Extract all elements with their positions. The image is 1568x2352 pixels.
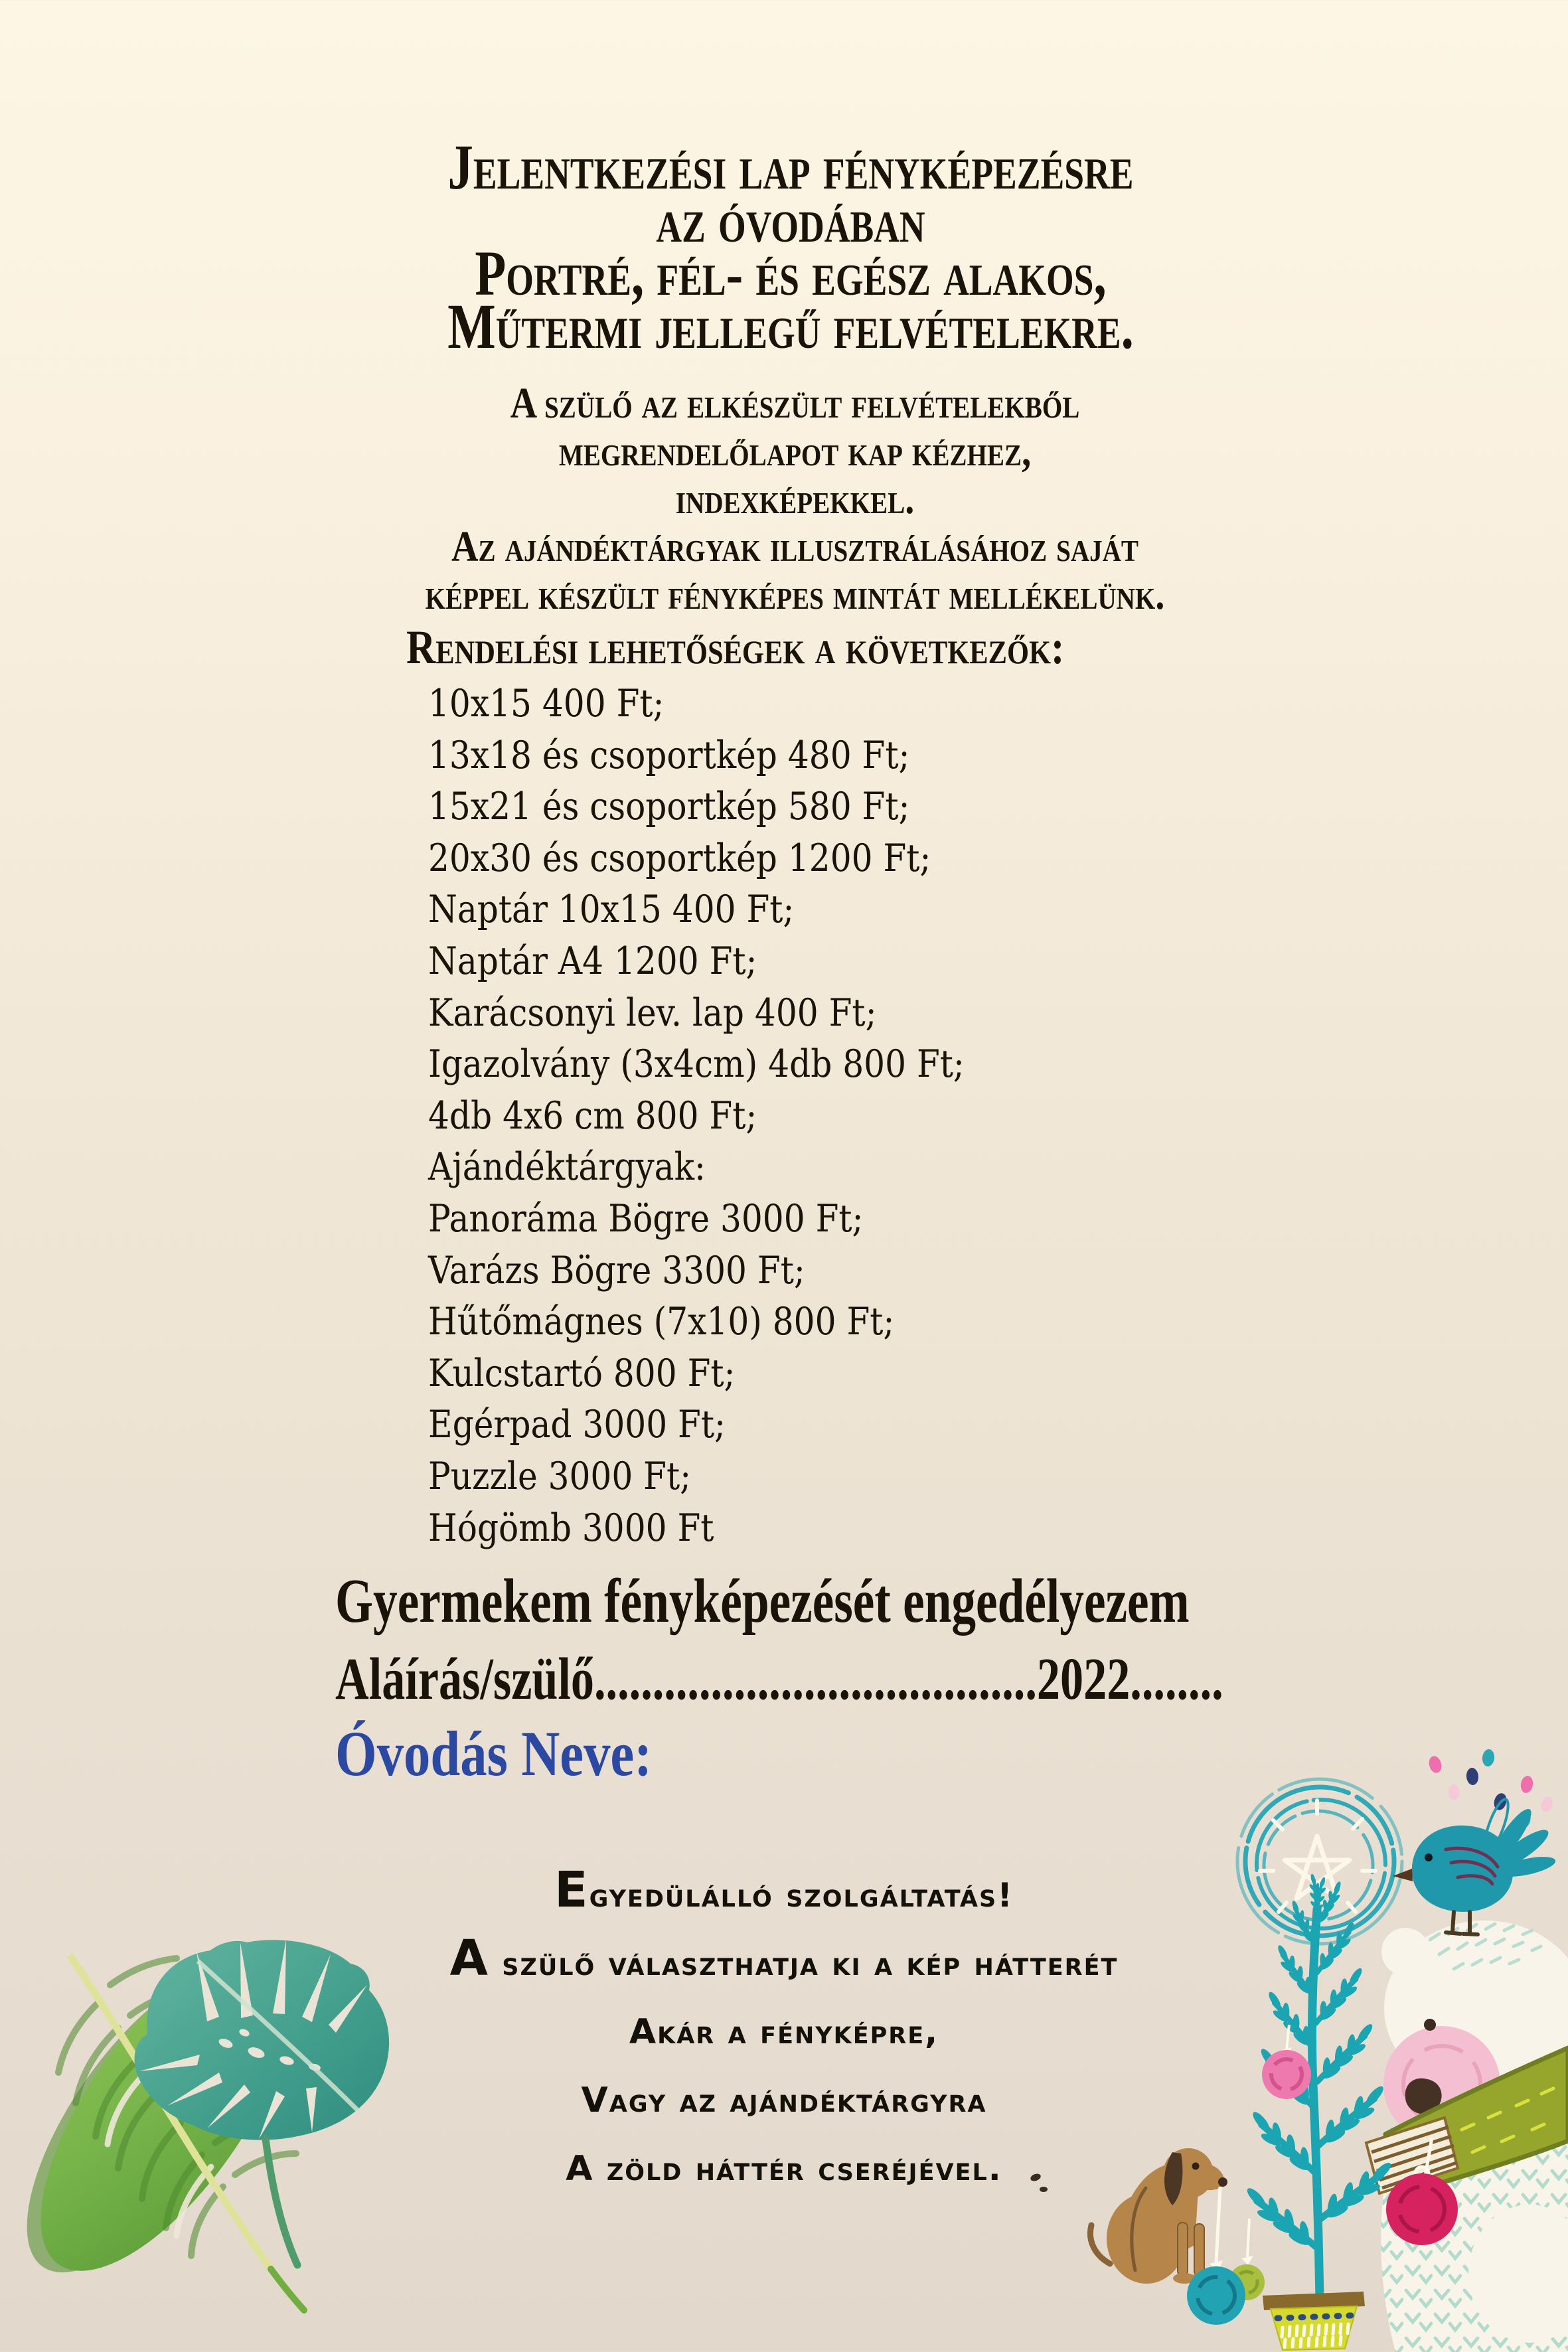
intro-line-2: megrendelőlapot kap kézhez, [558, 427, 1032, 475]
promo-line-3: akár a fényképre, [629, 1998, 939, 2055]
child-name-label: Óvodás Neve: [335, 1718, 653, 1789]
price-item: Naptár A4 1200 Ft; [428, 939, 757, 983]
price-item: Puzzle 3000 Ft; [428, 1454, 692, 1498]
price-item gift-items-heading: Ajándéktárgyak: [428, 1145, 706, 1190]
promo-line-1: Egyedülálló szolgáltatás! [554, 1861, 1014, 1919]
consent-statement: Gyermekem fényképezését engedélyezem [335, 1567, 1190, 1636]
page-title [163, 131, 1471, 362]
promo-line-2: A szülő választhatja ki a kép hátterét [449, 1930, 1119, 1987]
promo-line-5: a zöld háttér cseréjével. [566, 2135, 1002, 2192]
price-item: Naptár 10x15 400 Ft; [428, 888, 795, 932]
intro-line-1: A szülő az elkészült felvételekből [510, 379, 1080, 428]
price-item: Hűtőmágnes (7x10) 800 Ft; [428, 1300, 895, 1344]
price-item: 13x18 és csoportkép 480 Ft; [428, 733, 910, 777]
intro-line-5: képpel készült fényképes mintát mellékelünk. [425, 570, 1165, 619]
price-item: 15x21 és csoportkép 580 Ft; [428, 785, 910, 829]
promo-text [0, 1859, 1568, 2201]
order-options-heading: Rendelési lehetőségek a következők: [406, 621, 1065, 674]
price-item: Varázs Bögre 3300 Ft; [428, 1248, 805, 1293]
price-item: Karácsonyi lev. lap 400 Ft; [428, 990, 877, 1035]
title-line-2: az óvodában [656, 185, 925, 256]
price-item: Panoráma Bögre 3000 Ft; [428, 1196, 864, 1241]
tree-pot [1263, 2292, 1365, 2350]
title-line-4: Műtermi jellegű felvételekre. [447, 291, 1134, 362]
title-line-1: Jelentkezési lap fényképezésre [447, 131, 1134, 202]
intro-paragraph [129, 380, 1568, 619]
price-item: 20x30 és csoportkép 1200 Ft; [428, 836, 931, 880]
price-item: Igazolvány (3x4cm) 4db 800 Ft; [428, 1042, 965, 1087]
promo-line-4: vagy az ajándéktárgyra [581, 2067, 987, 2124]
title-line-3: Portré, fél- és egész alakos, [475, 238, 1107, 309]
price-item: Egérpad 3000 Ft; [428, 1403, 726, 1447]
price-item: 10x15 400 Ft; [428, 682, 665, 726]
price-list [428, 678, 965, 1554]
intro-line-4: Az ajándéktárgyak illusztrálásához saját [451, 522, 1138, 571]
price-item: 4db 4x6 cm 800 Ft; [428, 1093, 757, 1138]
signature-date-line: Aláírás/szülő......................................2022........ [335, 1646, 1223, 1712]
price-item: Hógömb 3000 Ft [428, 1506, 714, 1550]
intro-line-3: indexképekkel. [675, 475, 915, 523]
price-item: Kulcstartó 800 Ft; [428, 1351, 736, 1395]
